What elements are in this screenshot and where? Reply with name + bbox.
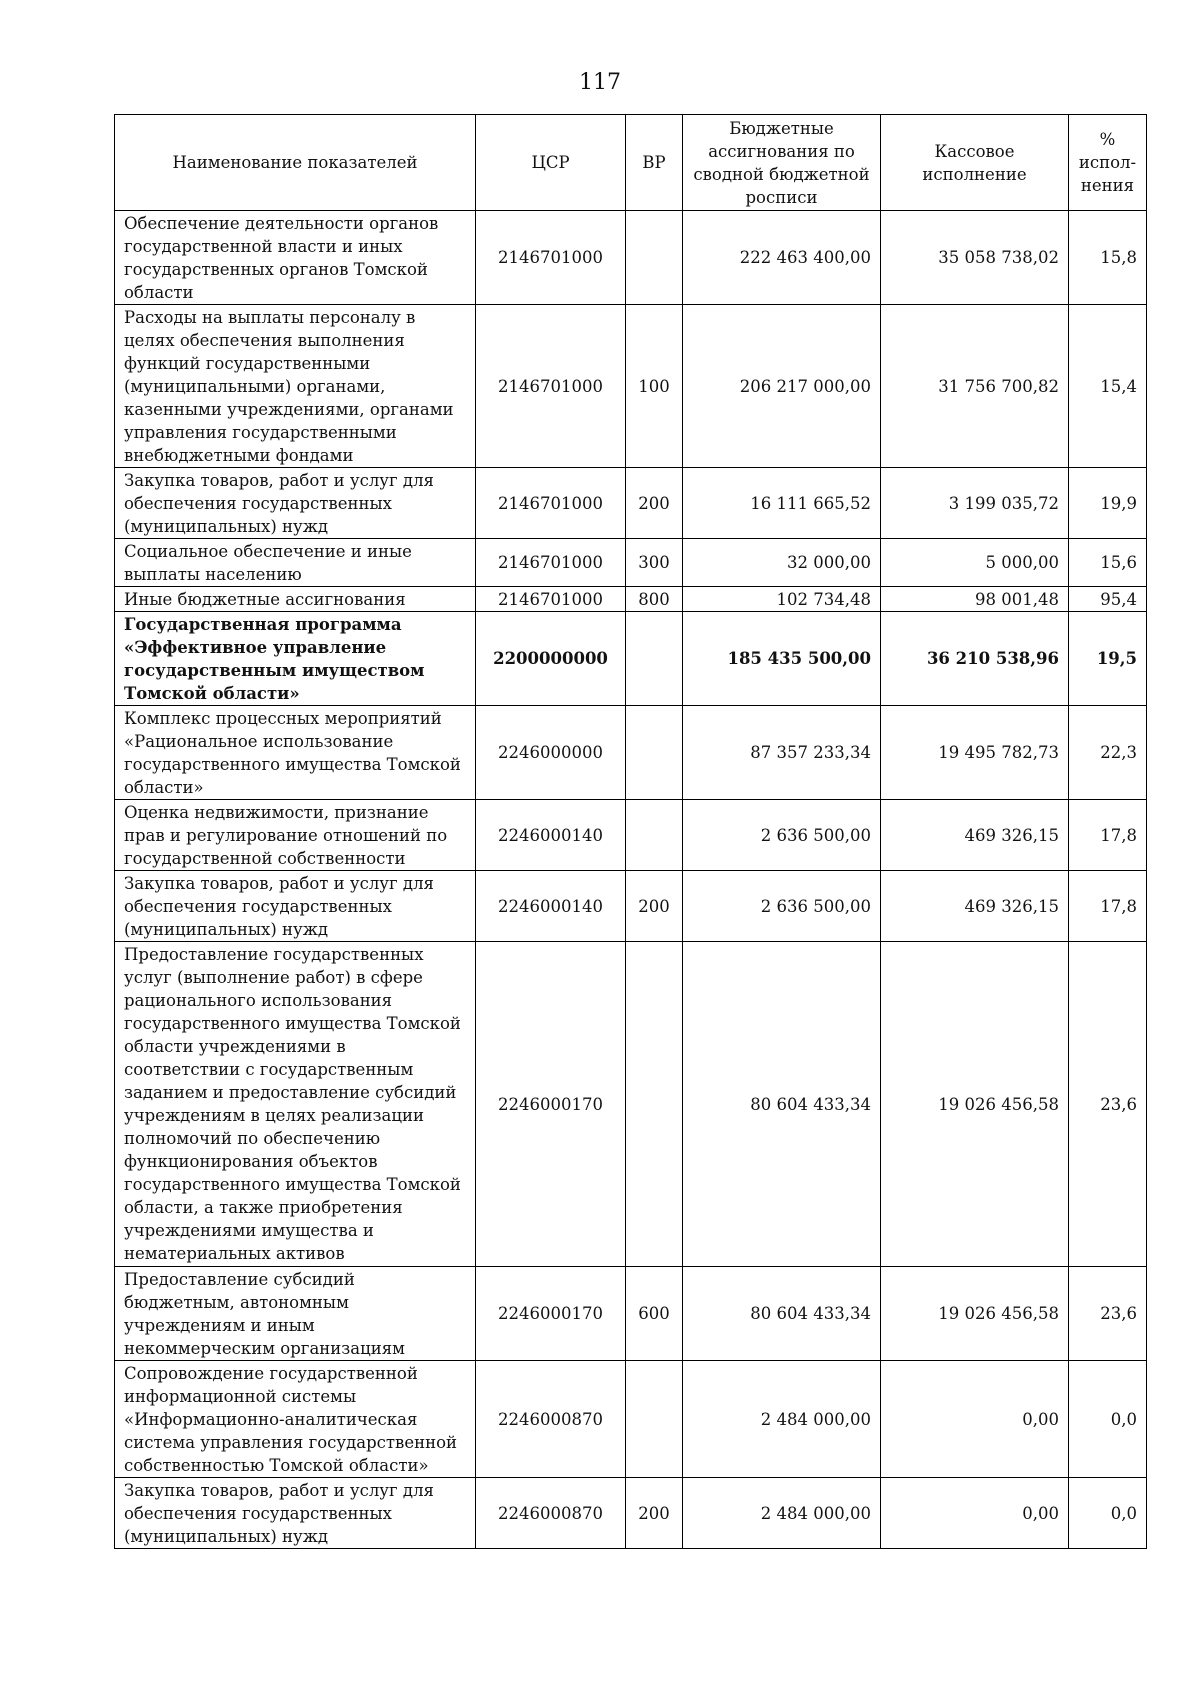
cell-csr: 2146701000 <box>476 211 626 305</box>
cell-cash: 3 199 035,72 <box>881 468 1069 539</box>
cell-cash: 0,00 <box>881 1361 1069 1478</box>
cell-cash: 19 026 456,58 <box>881 942 1069 1267</box>
cell-percent: 19,5 <box>1069 612 1147 706</box>
table-row <box>115 1267 1147 1361</box>
cell-name: Закупка товаров, работ и услуг для обеспечения государственных (муниципальных) нужд <box>115 1478 476 1549</box>
cell-cash: 469 326,15 <box>881 871 1069 942</box>
cell-name: Обеспечение деятельности органов государственной власти и иных государственных органов Томской области <box>115 211 476 305</box>
cell-vr <box>626 800 683 871</box>
table-row <box>115 587 1147 612</box>
cell-percent: 15,6 <box>1069 539 1147 587</box>
cell-vr <box>626 211 683 305</box>
cell-csr: 2246000870 <box>476 1361 626 1478</box>
header-budget: Бюджетные ассигнования по сводной бюджетной росписи <box>683 115 881 211</box>
cell-name: Предоставление государственных услуг (выполнение работ) в сфере рационального использования государственного имущества Томской области учреждениями в соответствии с государственным заданием и предоставление субсидий учреждениям в целях реализации полномочий по обеспечению функционирования объектов государственного имущества Томской области, а также приобретения учреждениями имущества и нематериальных активов <box>115 942 476 1267</box>
page-number: 117 <box>579 70 621 95</box>
header-cash: Кассовое исполнение <box>881 115 1069 211</box>
cell-cash: 31 756 700,82 <box>881 305 1069 468</box>
cell-budget: 87 357 233,34 <box>683 706 881 800</box>
table-row <box>115 706 1147 800</box>
cell-name: Государственная программа «Эффективное управление государственным имуществом Томской области» <box>115 612 476 706</box>
cell-csr: 2246000140 <box>476 800 626 871</box>
header-name: Наименование показателей <box>115 115 476 211</box>
cell-vr: 600 <box>626 1267 683 1361</box>
cell-name: Закупка товаров, работ и услуг для обеспечения государственных (муниципальных) нужд <box>115 468 476 539</box>
budget-table <box>114 114 1147 1549</box>
cell-percent: 95,4 <box>1069 587 1147 612</box>
cell-csr: 2246000870 <box>476 1478 626 1549</box>
cell-vr: 100 <box>626 305 683 468</box>
cell-vr: 800 <box>626 587 683 612</box>
cell-percent: 15,8 <box>1069 211 1147 305</box>
cell-vr: 200 <box>626 871 683 942</box>
cell-cash: 36 210 538,96 <box>881 612 1069 706</box>
table-row <box>115 305 1147 468</box>
cell-csr: 2200000000 <box>476 612 626 706</box>
table-row <box>115 1361 1147 1478</box>
table-row <box>115 468 1147 539</box>
cell-name: Оценка недвижимости, признание прав и регулирование отношений по государственной собственности <box>115 800 476 871</box>
table-row-program-total <box>115 612 1147 706</box>
table-header-row <box>115 115 1147 211</box>
cell-cash: 35 058 738,02 <box>881 211 1069 305</box>
cell-csr: 2146701000 <box>476 587 626 612</box>
header-csr: ЦСР <box>476 115 626 211</box>
cell-name: Социальное обеспечение и иные выплаты населению <box>115 539 476 587</box>
cell-cash: 19 026 456,58 <box>881 1267 1069 1361</box>
cell-cash: 0,00 <box>881 1478 1069 1549</box>
cell-cash: 5 000,00 <box>881 539 1069 587</box>
table-row <box>115 800 1147 871</box>
cell-budget: 2 636 500,00 <box>683 800 881 871</box>
cell-vr <box>626 1361 683 1478</box>
cell-csr: 2246000170 <box>476 942 626 1267</box>
cell-name: Иные бюджетные ассигнования <box>115 587 476 612</box>
cell-vr <box>626 612 683 706</box>
cell-percent: 17,8 <box>1069 800 1147 871</box>
cell-percent: 23,6 <box>1069 942 1147 1267</box>
cell-name: Расходы на выплаты персоналу в целях обеспечения выполнения функций государственными (муниципальными) органами, казенными учреждениями, органами управления государственными внебюджетными фондами <box>115 305 476 468</box>
cell-budget: 222 463 400,00 <box>683 211 881 305</box>
table-row <box>115 1478 1147 1549</box>
cell-budget: 16 111 665,52 <box>683 468 881 539</box>
header-percent: % испол-нения <box>1069 115 1147 211</box>
table-row <box>115 942 1147 1267</box>
table-row <box>115 871 1147 942</box>
cell-percent: 19,9 <box>1069 468 1147 539</box>
cell-percent: 15,4 <box>1069 305 1147 468</box>
header-vr: ВР <box>626 115 683 211</box>
cell-budget: 32 000,00 <box>683 539 881 587</box>
cell-vr: 200 <box>626 1478 683 1549</box>
table-row <box>115 539 1147 587</box>
cell-csr: 2246000140 <box>476 871 626 942</box>
cell-name: Закупка товаров, работ и услуг для обеспечения государственных (муниципальных) нужд <box>115 871 476 942</box>
cell-name: Сопровождение государственной информационной системы «Информационно-аналитическая система управления государственной собственностью Томской области» <box>115 1361 476 1478</box>
cell-cash: 19 495 782,73 <box>881 706 1069 800</box>
cell-budget: 206 217 000,00 <box>683 305 881 468</box>
cell-percent: 0,0 <box>1069 1478 1147 1549</box>
cell-vr: 200 <box>626 468 683 539</box>
cell-percent: 23,6 <box>1069 1267 1147 1361</box>
cell-csr: 2246000170 <box>476 1267 626 1361</box>
cell-budget: 2 484 000,00 <box>683 1361 881 1478</box>
cell-percent: 22,3 <box>1069 706 1147 800</box>
cell-vr <box>626 706 683 800</box>
cell-csr: 2146701000 <box>476 305 626 468</box>
cell-percent: 17,8 <box>1069 871 1147 942</box>
cell-budget: 102 734,48 <box>683 587 881 612</box>
cell-csr: 2146701000 <box>476 539 626 587</box>
cell-name: Комплекс процессных мероприятий «Рациональное использование государственного имущества Томской области» <box>115 706 476 800</box>
cell-cash: 98 001,48 <box>881 587 1069 612</box>
cell-budget: 2 484 000,00 <box>683 1478 881 1549</box>
cell-vr <box>626 942 683 1267</box>
cell-budget: 2 636 500,00 <box>683 871 881 942</box>
cell-csr: 2246000000 <box>476 706 626 800</box>
cell-csr: 2146701000 <box>476 468 626 539</box>
cell-vr: 300 <box>626 539 683 587</box>
table-row <box>115 211 1147 305</box>
cell-name: Предоставление субсидий бюджетным, автономным учреждениям и иным некоммерческим организациям <box>115 1267 476 1361</box>
cell-budget: 80 604 433,34 <box>683 942 881 1267</box>
cell-budget: 185 435 500,00 <box>683 612 881 706</box>
cell-budget: 80 604 433,34 <box>683 1267 881 1361</box>
cell-percent: 0,0 <box>1069 1361 1147 1478</box>
cell-cash: 469 326,15 <box>881 800 1069 871</box>
